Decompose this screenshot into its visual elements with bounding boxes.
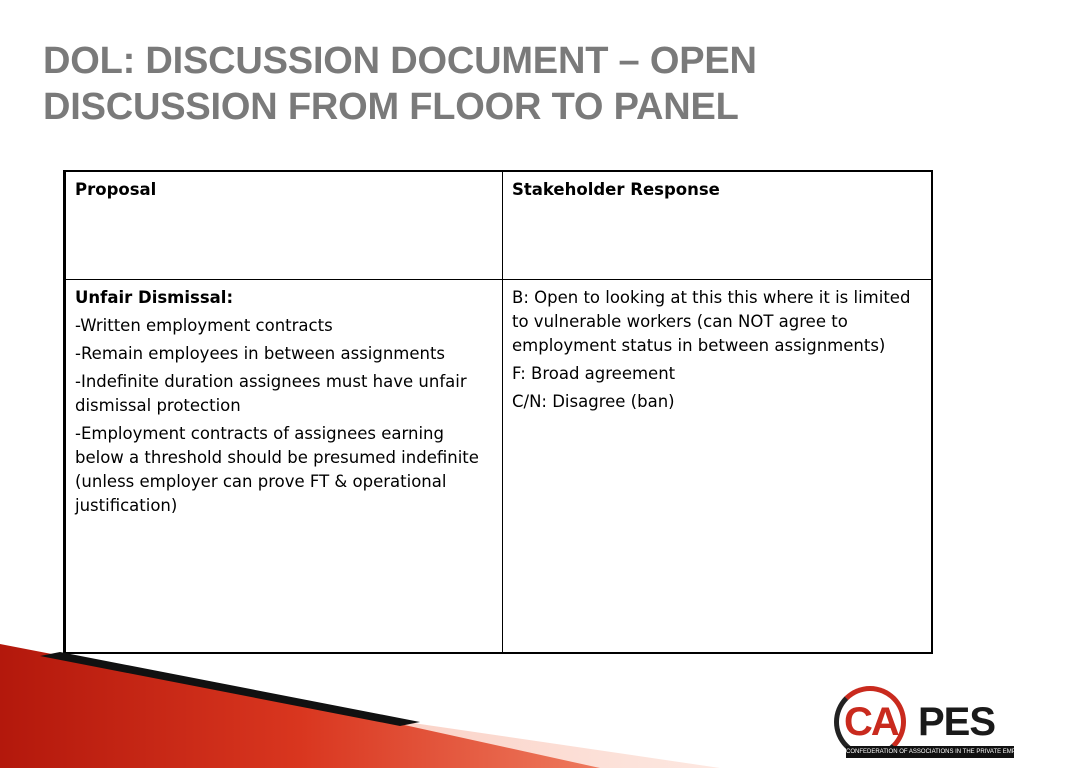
table-row	[65, 280, 933, 654]
response-item: B: Open to looking at this this where it is limited to vulnerable workers (can NOT agree to employment status in between assignments)	[512, 288, 911, 355]
response-item: F: Broad agreement	[512, 364, 676, 383]
table-header-row	[65, 171, 933, 280]
response-cell	[503, 280, 933, 654]
header-proposal: Proposal	[65, 171, 503, 280]
logo-tagline: CONFEDERATION OF ASSOCIATIONS IN THE PRIVATE EMPLOYMENT SECTOR	[846, 746, 1014, 758]
logo-pes-text: PES	[918, 700, 996, 744]
response-item: C/N: Disagree (ban)	[512, 392, 675, 411]
capes-logo	[834, 686, 1071, 768]
proposal-item: -Indefinite duration assignees must have unfair dismissal protection	[75, 372, 467, 415]
slide-title-line-2: DISCUSSION FROM FLOOR TO PANEL	[43, 86, 739, 128]
slide-title	[43, 38, 943, 130]
proposal-response-table	[63, 170, 933, 654]
proposal-item: -Written employment contracts	[75, 316, 333, 335]
logo-ca-text: CA	[844, 700, 898, 744]
proposal-item: -Remain employees in between assignments	[75, 344, 446, 363]
slide-title-line-1: DOL: DISCUSSION DOCUMENT – OPEN	[43, 40, 757, 82]
header-stakeholder-response: Stakeholder Response	[503, 171, 933, 280]
proposal-cell	[65, 280, 503, 654]
proposal-item: -Employment contracts of assignees earning below a threshold should be presumed indefinite (unless employer can prove FT & operational justification)	[75, 424, 479, 515]
proposal-heading: Unfair Dismissal:	[75, 288, 234, 307]
